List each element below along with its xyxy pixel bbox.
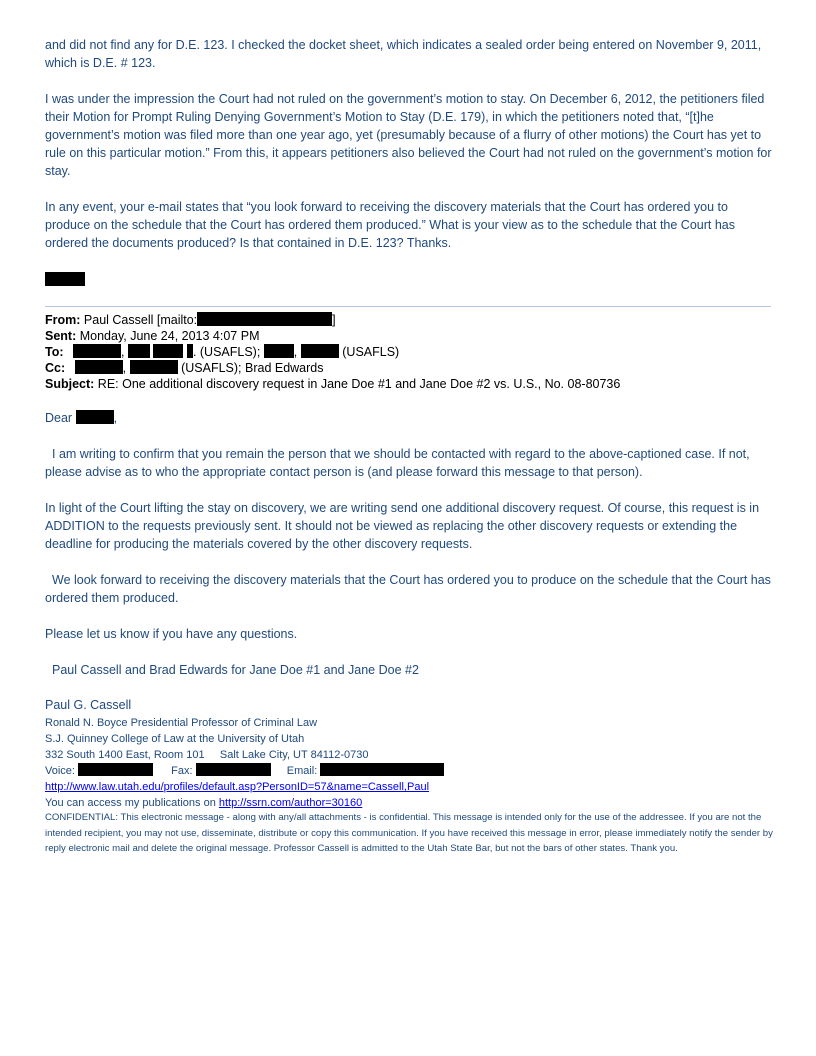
redacted-name [130,360,178,374]
message-paragraph-4: Please let us know if you have any questions. [45,627,298,641]
redacted-email [320,763,444,776]
ssrn-link[interactable]: http://ssrn.com/author=30160 [218,797,363,809]
message-paragraph-1: I am writing to confirm that you remain the person that we should be contacted with regard to the above-captioned case. If not, please advise as to who the appropriate contact person is (and please forward this message to that person). [45,447,750,479]
header-from-label: From: [45,313,81,327]
email-label: Email: [286,765,318,777]
header-from-line [45,312,775,328]
redacted-name [301,344,339,358]
message-paragraph-2: In light of the Court lifting the stay on discovery, we are writing send one additional discovery request. Of course, this request is in ADDITION to the requests previously sent. It should not be viewed as replacing the other discovery requests or extending the deadline for producing the materials covered by the other discovery requests. [45,501,760,551]
redacted-name [75,360,123,374]
greeting-punct: , [113,411,118,425]
publications-text: You can access my publications on [45,797,216,809]
redacted-name [76,410,114,424]
header-from-value: Paul Cassell [mailto: [83,313,198,327]
redacted-fax [196,763,271,776]
message-paragraph-3: We look forward to receiving the discovery materials that the Court has ordered you to produce on the schedule that the Court has ordered them produced. [45,573,771,605]
signature-contact-line [45,763,785,779]
header-to-part2: . (USAFLS); [192,345,261,359]
body-paragraph-1: and did not find any for D.E. 123. I checked the docket sheet, which indicates a sealed order being entered on November 9, 2011, which is D.E. # 123. [45,38,762,70]
header-sent-line [45,328,775,344]
signature-title: Ronald N. Boyce Presidential Professor of Criminal Law [45,717,318,729]
message-divider [45,306,771,307]
redacted-email [197,312,332,326]
body-paragraph-2: I was under the impression the Court had not ruled on the government’s motion to stay. On December 6, 2012, the petitioners filed their Motion for Prompt Ruling Denying Government’s Motion to Stay (D.E. 179), in which the petitioners noted that, “[t]he government’s motion was filed more than one year ago, yet (presumably because of a flurry of other motions) the Court has yet to rule on this particular motion.” From this, it appears petitioners also believed the Court had not ruled on the government’s motion for stay. [45,92,772,178]
redacted-name [73,344,121,358]
profile-link[interactable]: http://www.law.utah.edu/profiles/default.asp?PersonID=57&name=Cassell,Paul [45,781,430,793]
redacted-name [128,344,150,358]
body-paragraph-3: In any event, your e-mail states that “you look forward to receiving the discovery materials that the Court has ordered you to produce on the schedule that the Court has ordered them produced.” What is your view as to the schedule that the Court has ordered the documents produced? Is that contained in D.E. 123? Thanks. [45,200,735,250]
confidentiality-notice: CONFIDENTIAL: This electronic message - along with any/all attachments - is confidential. This message is intended only for the use of the addressee. If you are not the intended recipient, you may not use, disseminate, distribute or copy this communication. If you have received this message in error, please immediately notify the sender by reply electronic mail and delete the original message. Professor Cassell is admitted to the Utah State Bar, but not the bars of other states. Thank you. [45,812,773,854]
header-cc-label: Cc: [45,361,66,375]
header-to-part3: (USAFLS) [342,345,400,359]
signature-address: 332 South 1400 East, Room 101 Salt Lake City, UT 84112-0730 [45,749,369,761]
header-to-line [45,344,775,360]
header-to-label: To: [45,345,64,359]
header-to-comma: , [293,345,298,359]
header-subject-label: Subject: [45,377,95,391]
redacted-signature-block [45,272,85,286]
voice-label: Voice: [45,765,75,777]
greeting-text: Dear [45,411,73,425]
header-to-comma: , [121,345,125,359]
signature-school: S.J. Quinney College of Law at the University of Utah [45,733,305,745]
header-sent-value: Monday, June 24, 2013 4:07 PM [79,329,260,343]
header-cc-line [45,360,775,376]
signature-name: Paul G. Cassell [45,698,132,712]
redacted-name [153,344,183,358]
greeting-line [45,409,775,427]
profile-link-line [45,779,785,795]
redacted-name [264,344,294,358]
header-cc-part2: (USAFLS); Brad Edwards [181,361,324,375]
header-sent-label: Sent: [45,329,77,343]
fax-label: Fax: [171,765,193,777]
redacted-phone [78,763,153,776]
publications-line [45,795,785,811]
header-cc-comma: , [122,361,127,375]
header-subject-value: RE: One additional discovery request in Jane Doe #1 and Jane Doe #2 vs. U.S., No. 08-80736 [97,377,621,391]
header-from-close: ] [332,313,336,327]
message-closing: Paul Cassell and Brad Edwards for Jane Doe #1 and Jane Doe #2 [52,663,419,677]
header-subject-line [45,376,775,392]
